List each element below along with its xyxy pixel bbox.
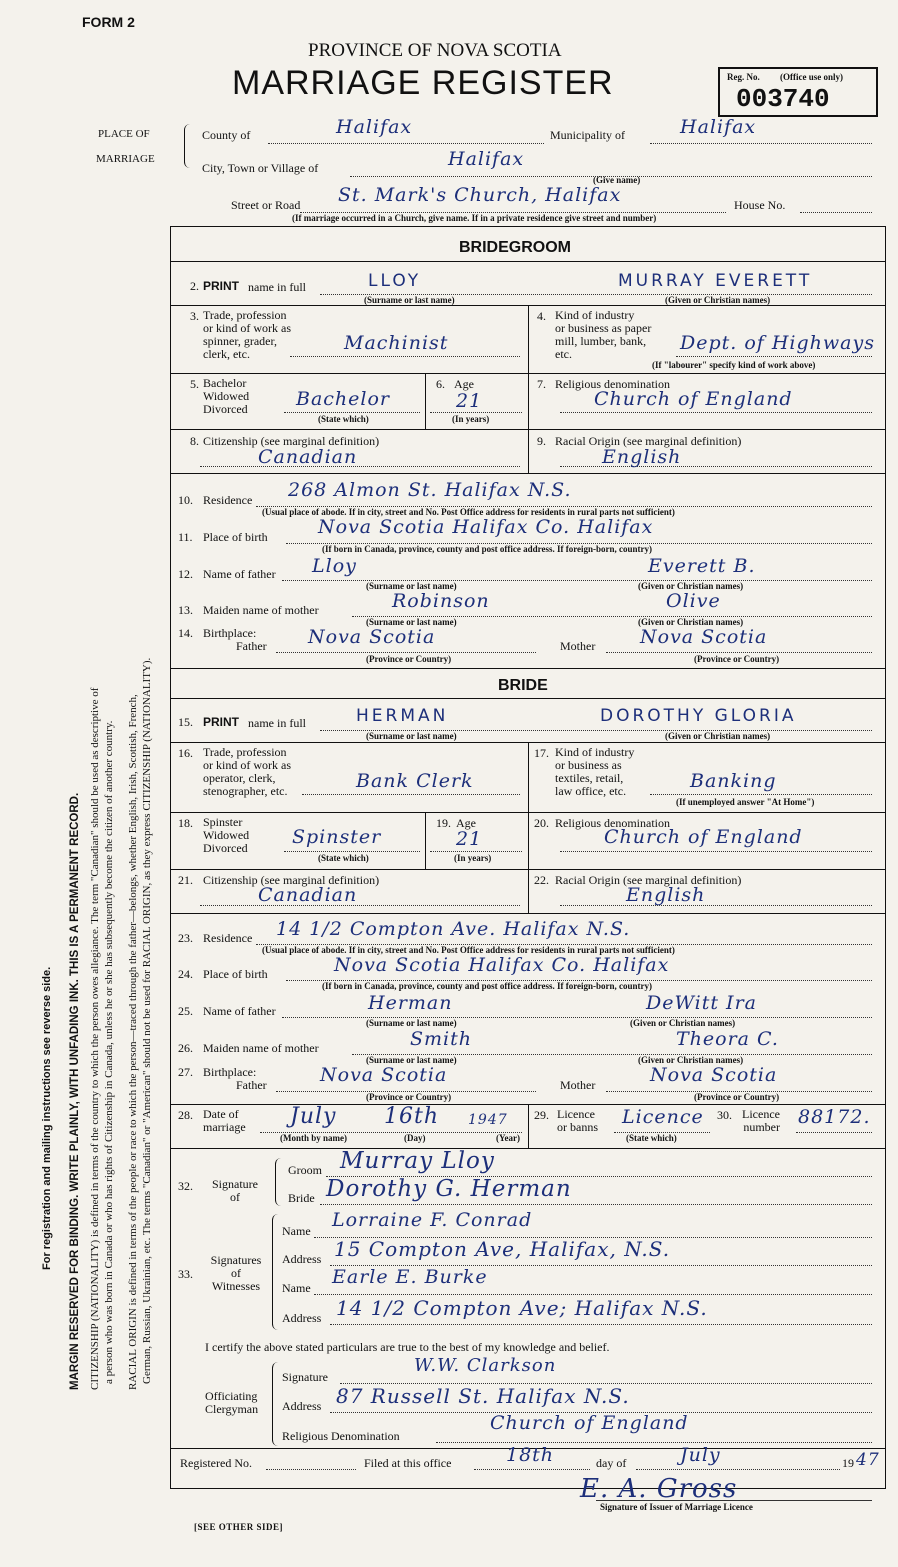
witness2-address: 14 1/2 Compton Ave; Halifax N.S.	[336, 1296, 708, 1320]
groom-mother-given: Olive	[666, 590, 721, 612]
marriage-month: July	[290, 1104, 337, 1129]
clergy-address: 87 Russell St. Halifax N.S.	[336, 1384, 630, 1408]
bride-birthplace: Nova Scotia Halifax Co. Halifax	[334, 954, 670, 976]
province-note: (Province or Country)	[694, 1092, 780, 1102]
witness-brace	[272, 1214, 281, 1330]
bride-mother-surname: Smith	[410, 1028, 472, 1050]
birth-label: Place of birth	[203, 530, 268, 544]
field-number: 25.	[178, 1004, 193, 1018]
birthplace-label: Birthplace:	[203, 1065, 257, 1079]
field-number: 33.	[178, 1267, 193, 1281]
municipality-value: Halifax	[680, 116, 757, 138]
field-number: 30.	[717, 1108, 732, 1122]
surname-note: (Surname or last name)	[366, 581, 457, 591]
groom-status: Bachelor	[296, 388, 391, 410]
given-note: (Given or Christian names)	[630, 1018, 736, 1028]
signature-brace	[275, 1158, 284, 1206]
bride-racial: English	[626, 884, 706, 906]
province-note: (Province or Country)	[694, 654, 780, 664]
day-note: (Day)	[404, 1133, 426, 1143]
field-number: 18.	[178, 816, 193, 830]
groom-status-label: Bachelor Widowed Divorced	[203, 376, 250, 416]
age-label: Age	[454, 377, 474, 391]
field-number: 13.	[178, 603, 193, 617]
field-number: 22.	[534, 873, 549, 887]
witness-label: Signatures of Witnesses	[210, 1253, 262, 1293]
clergy-brace	[272, 1362, 281, 1446]
field-number: 24.	[178, 967, 193, 981]
street-value: St. Mark's Church, Halifax	[338, 184, 622, 206]
state-which-note: (State which)	[318, 414, 369, 424]
given-note: (Given or Christian names)	[638, 617, 744, 627]
field-number: 23.	[178, 931, 193, 945]
registered-no-label: Registered No.	[180, 1456, 252, 1470]
licence-label: Licence or banns	[557, 1107, 598, 1134]
marriage-day: 16th	[384, 1104, 440, 1129]
groom-father-surname: Lloy	[312, 555, 357, 577]
state-which-note: (State which)	[318, 853, 369, 863]
field-number: 5.	[190, 377, 199, 391]
field-number: 2.	[190, 279, 199, 293]
filed-year: 47	[856, 1450, 880, 1470]
filed-label: Filed at this office	[364, 1456, 452, 1470]
age-label: Age	[456, 816, 476, 830]
bride-father-birth: Nova Scotia	[320, 1064, 448, 1086]
field-number: 15.	[178, 715, 193, 729]
issuer-label: Signature of Issuer of Marriage Licence	[600, 1502, 753, 1512]
field-number: 12.	[178, 567, 193, 581]
municipality-label: Municipality of	[550, 128, 625, 142]
margin-line: a person who was born in Canada or who has rights of Citizenship in Canada, unless he or she has subsequently become the citizen of another country.	[103, 720, 115, 1384]
place-label-1: PLACE OF	[98, 128, 150, 140]
margin-line: German, Russian, Ukrainian, etc. The terms "Canadian" or "American" should not be used for RACIAL ORIGIN, as they express CITIZENSHIP (NATIONALITY).	[141, 657, 153, 1384]
groom-birthplace: Nova Scotia Halifax Co. Halifax	[318, 516, 654, 538]
clergy-address-label: Address	[282, 1399, 322, 1413]
bride-surname: HERMAN	[356, 706, 449, 726]
give-name-note: (Give name)	[593, 175, 641, 185]
field-number: 27.	[178, 1065, 193, 1079]
county-value: Halifax	[336, 116, 413, 138]
field-number: 14.	[178, 626, 193, 640]
groom-industry: Dept. of Highways	[680, 332, 875, 354]
birth-label: Place of birth	[203, 967, 268, 981]
groom-religion: Church of England	[594, 388, 793, 410]
groom-given: MURRAY EVERETT	[618, 271, 813, 291]
licence-type: Licence	[622, 1106, 704, 1128]
filed-month: July	[680, 1444, 721, 1466]
form-label: FORM 2	[82, 14, 135, 30]
issuer-signature: E. A. Gross	[580, 1474, 738, 1504]
bride-residence: 14 1/2 Compton Ave. Halifax N.S.	[276, 918, 631, 940]
city-label: City, Town or Village of	[202, 161, 319, 175]
groom-industry-label: Kind of industry or business as paper mill, lumber, bank, etc.	[555, 308, 652, 361]
witness1-address: 15 Compton Ave, Halifax, N.S.	[334, 1237, 671, 1261]
page-title: MARRIAGE REGISTER	[232, 64, 614, 102]
bride-signature: Dorothy G. Herman	[326, 1176, 572, 1202]
groom-mother-birth: Nova Scotia	[640, 626, 768, 648]
year-note: (Year)	[496, 1133, 520, 1143]
groom-mother-surname: Robinson	[392, 590, 490, 612]
field-number: 21.	[178, 873, 193, 887]
surname-note: (Surname or last name)	[366, 731, 457, 741]
bride-citizenship: Canadian	[258, 884, 358, 906]
field-number: 26.	[178, 1041, 193, 1055]
witness-address-label: Address	[282, 1311, 322, 1325]
field-number: 29.	[534, 1108, 549, 1122]
surname-note: (Surname or last name)	[364, 295, 455, 305]
racial-label: Racial Origin (see marginal definition)	[555, 434, 742, 448]
citizenship-label: Citizenship (see marginal definition)	[203, 873, 380, 887]
bride-sig-label: Bride	[288, 1191, 315, 1205]
bride-given: DOROTHY GLORIA	[600, 706, 797, 726]
at-home-note: (If unemployed answer "At Home")	[676, 797, 815, 807]
mother-label: Maiden name of mother	[203, 1041, 319, 1055]
print-label: PRINT	[203, 715, 239, 729]
field-number: 16.	[178, 746, 193, 760]
groom-citizenship: Canadian	[258, 446, 358, 468]
birth-note: (If born in Canada, province, county and post office address. If foreign-born, country)	[322, 544, 653, 554]
religion-label: Religious denomination	[555, 377, 670, 391]
groom-father-birth: Nova Scotia	[308, 626, 436, 648]
field-number: 9.	[537, 434, 546, 448]
bride-industry-label: Kind of industry or business as textiles, retail, law office, etc.	[555, 745, 635, 798]
margin-line: CITIZENSHIP (NATIONALITY) is defined in terms of the country to which the person owes allegiance. The term "Canadian" should be used as descriptive of	[89, 687, 101, 1390]
witness-name-label: Name	[282, 1281, 311, 1295]
field-number: 4.	[537, 309, 546, 323]
field-number: 32.	[178, 1179, 193, 1193]
clergy-denomination-label: Religious Denomination	[282, 1429, 400, 1443]
field-number: 20.	[534, 816, 549, 830]
filed-year-print: 19	[842, 1456, 854, 1470]
racial-label: Racial Origin (see marginal definition)	[555, 873, 742, 887]
residence-note: (Usual place of abode. If in city, street and No. Post Office address for residents in rural parts not sufficient)	[262, 945, 675, 955]
street-label: Street or Road	[231, 198, 301, 212]
bridegroom-heading: BRIDEGROOM	[459, 239, 571, 256]
street-note: (If marriage occurred in a Church, give name. If in a private residence give street and number)	[292, 213, 657, 223]
bride-status-label: Spinster Widowed Divorced	[203, 815, 250, 855]
mother-word: Mother	[560, 639, 596, 653]
bride-trade-label: Trade, profession or kind of work as operator, clerk, stenographer, etc.	[203, 745, 291, 798]
groom-sig-label: Groom	[288, 1163, 322, 1177]
place-brace	[184, 124, 195, 168]
field-number: 17.	[534, 746, 549, 760]
witness2-name: Earle E. Burke	[332, 1266, 488, 1288]
province-title: PROVINCE OF NOVA SCOTIA	[308, 40, 562, 61]
father-word: Father	[236, 1078, 267, 1092]
field-number: 3.	[190, 309, 199, 323]
name-in-full-label: name in full	[248, 280, 306, 294]
margin-line: MARGIN RESERVED FOR BINDING. WRITE PLAINLY, WITH UNFADING INK. THIS IS A PERMANENT RECORD.	[69, 792, 81, 1390]
given-note: (Given or Christian names)	[638, 581, 744, 591]
witness1-name: Lorraine F. Conrad	[332, 1209, 533, 1231]
city-value: Halifax	[448, 148, 525, 170]
given-note: (Given or Christian names)	[665, 295, 771, 305]
labourer-note: (If "labourer" specify kind of work above)	[652, 360, 816, 370]
day-of-label: day of	[596, 1456, 627, 1470]
father-word: Father	[236, 639, 267, 653]
groom-racial: English	[602, 446, 682, 468]
father-label: Name of father	[203, 1004, 276, 1018]
reg-label: Reg. No.	[727, 72, 760, 82]
state-which-note: (State which)	[626, 1133, 677, 1143]
given-note: (Given or Christian names)	[665, 731, 771, 741]
clergy-label: Officiating Clergyman	[205, 1389, 259, 1416]
groom-trade-label: Trade, profession or kind of work as spinner, grader, clerk, etc.	[203, 308, 291, 361]
field-number: 19.	[436, 816, 451, 830]
margin-line: For registration and mailing instructions see reverse side.	[41, 966, 53, 1270]
marriage-year: 1947	[468, 1112, 508, 1128]
print-label: PRINT	[203, 279, 239, 293]
groom-father-given: Everett B.	[648, 555, 756, 577]
signature-of-label: Signature of	[212, 1177, 258, 1204]
field-number: 8.	[190, 434, 199, 448]
margin-line: RACIAL ORIGIN is defined in terms of the people or race to which the person—traced through the father—belongs, whether English, Irish, Scottish, French,	[127, 694, 139, 1390]
groom-signature: Murray Lloy	[340, 1148, 495, 1174]
groom-surname: LLOY	[368, 271, 422, 291]
reg-box	[718, 67, 878, 117]
in-years-note: (In years)	[452, 414, 490, 424]
certify-statement: I certify the above stated particulars are true to the best of my knowledge and belief.	[205, 1340, 610, 1354]
see-other-side: [SEE OTHER SIDE]	[194, 1522, 284, 1532]
clergy-denomination: Church of England	[490, 1412, 689, 1434]
surname-note: (Surname or last name)	[366, 617, 457, 627]
reg-office-note: (Office use only)	[780, 72, 843, 82]
field-number: 11.	[178, 530, 193, 544]
bride-heading: BRIDE	[498, 677, 548, 694]
groom-age: 21	[456, 390, 483, 412]
bride-industry: Banking	[690, 770, 777, 792]
place-label-2: MARRIAGE	[96, 153, 155, 165]
residence-note: (Usual place of abode. If in city, street and No. Post Office address for residents in rural parts not sufficient)	[262, 507, 675, 517]
surname-note: (Surname or last name)	[366, 1055, 457, 1065]
surname-note: (Surname or last name)	[366, 1018, 457, 1028]
province-note: (Province or Country)	[366, 654, 452, 664]
licence-number-label: Licence number	[742, 1107, 780, 1134]
county-label: County of	[202, 128, 251, 142]
name-in-full-label: name in full	[248, 716, 306, 730]
reg-number: 003740	[736, 84, 830, 114]
house-label: House No.	[734, 198, 786, 212]
bride-trade: Bank Clerk	[356, 770, 474, 792]
mother-word: Mother	[560, 1078, 596, 1092]
residence-label: Residence	[203, 931, 253, 945]
bride-father-surname: Herman	[368, 992, 453, 1014]
bride-father-given: DeWitt Ira	[646, 992, 757, 1014]
field-number: 10.	[178, 493, 193, 507]
groom-residence: 268 Almon St. Halifax N.S.	[288, 479, 572, 501]
field-number: 28.	[178, 1108, 193, 1122]
residence-label: Residence	[203, 493, 253, 507]
groom-trade: Machinist	[344, 332, 449, 354]
religion-label: Religious denomination	[555, 816, 670, 830]
mother-label: Maiden name of mother	[203, 603, 319, 617]
field-number: 7.	[537, 377, 546, 391]
filed-day: 18th	[506, 1444, 555, 1466]
birthplace-label: Birthplace:	[203, 626, 257, 640]
citizenship-label: Citizenship (see marginal definition)	[203, 434, 380, 448]
bride-age: 21	[456, 828, 483, 850]
field-number: 6.	[436, 377, 445, 391]
witness-name-label: Name	[282, 1224, 311, 1238]
birth-note: (If born in Canada, province, county and post office address. If foreign-born, country)	[322, 981, 653, 991]
province-note: (Province or Country)	[366, 1092, 452, 1102]
clergy-signature: W.W. Clarkson	[414, 1355, 557, 1376]
bride-mother-given: Theora C.	[676, 1028, 779, 1050]
month-note: (Month by name)	[280, 1133, 347, 1143]
bride-mother-birth: Nova Scotia	[650, 1064, 778, 1086]
bride-status: Spinster	[292, 826, 382, 848]
clergy-signature-label: Signature	[282, 1370, 328, 1384]
in-years-note: (In years)	[454, 853, 492, 863]
bride-religion: Church of England	[604, 826, 803, 848]
father-label: Name of father	[203, 567, 276, 581]
witness-address-label: Address	[282, 1252, 322, 1266]
given-note: (Given or Christian names)	[638, 1055, 744, 1065]
licence-number: 88172.	[798, 1106, 871, 1128]
date-label: Date of marriage	[203, 1107, 246, 1134]
